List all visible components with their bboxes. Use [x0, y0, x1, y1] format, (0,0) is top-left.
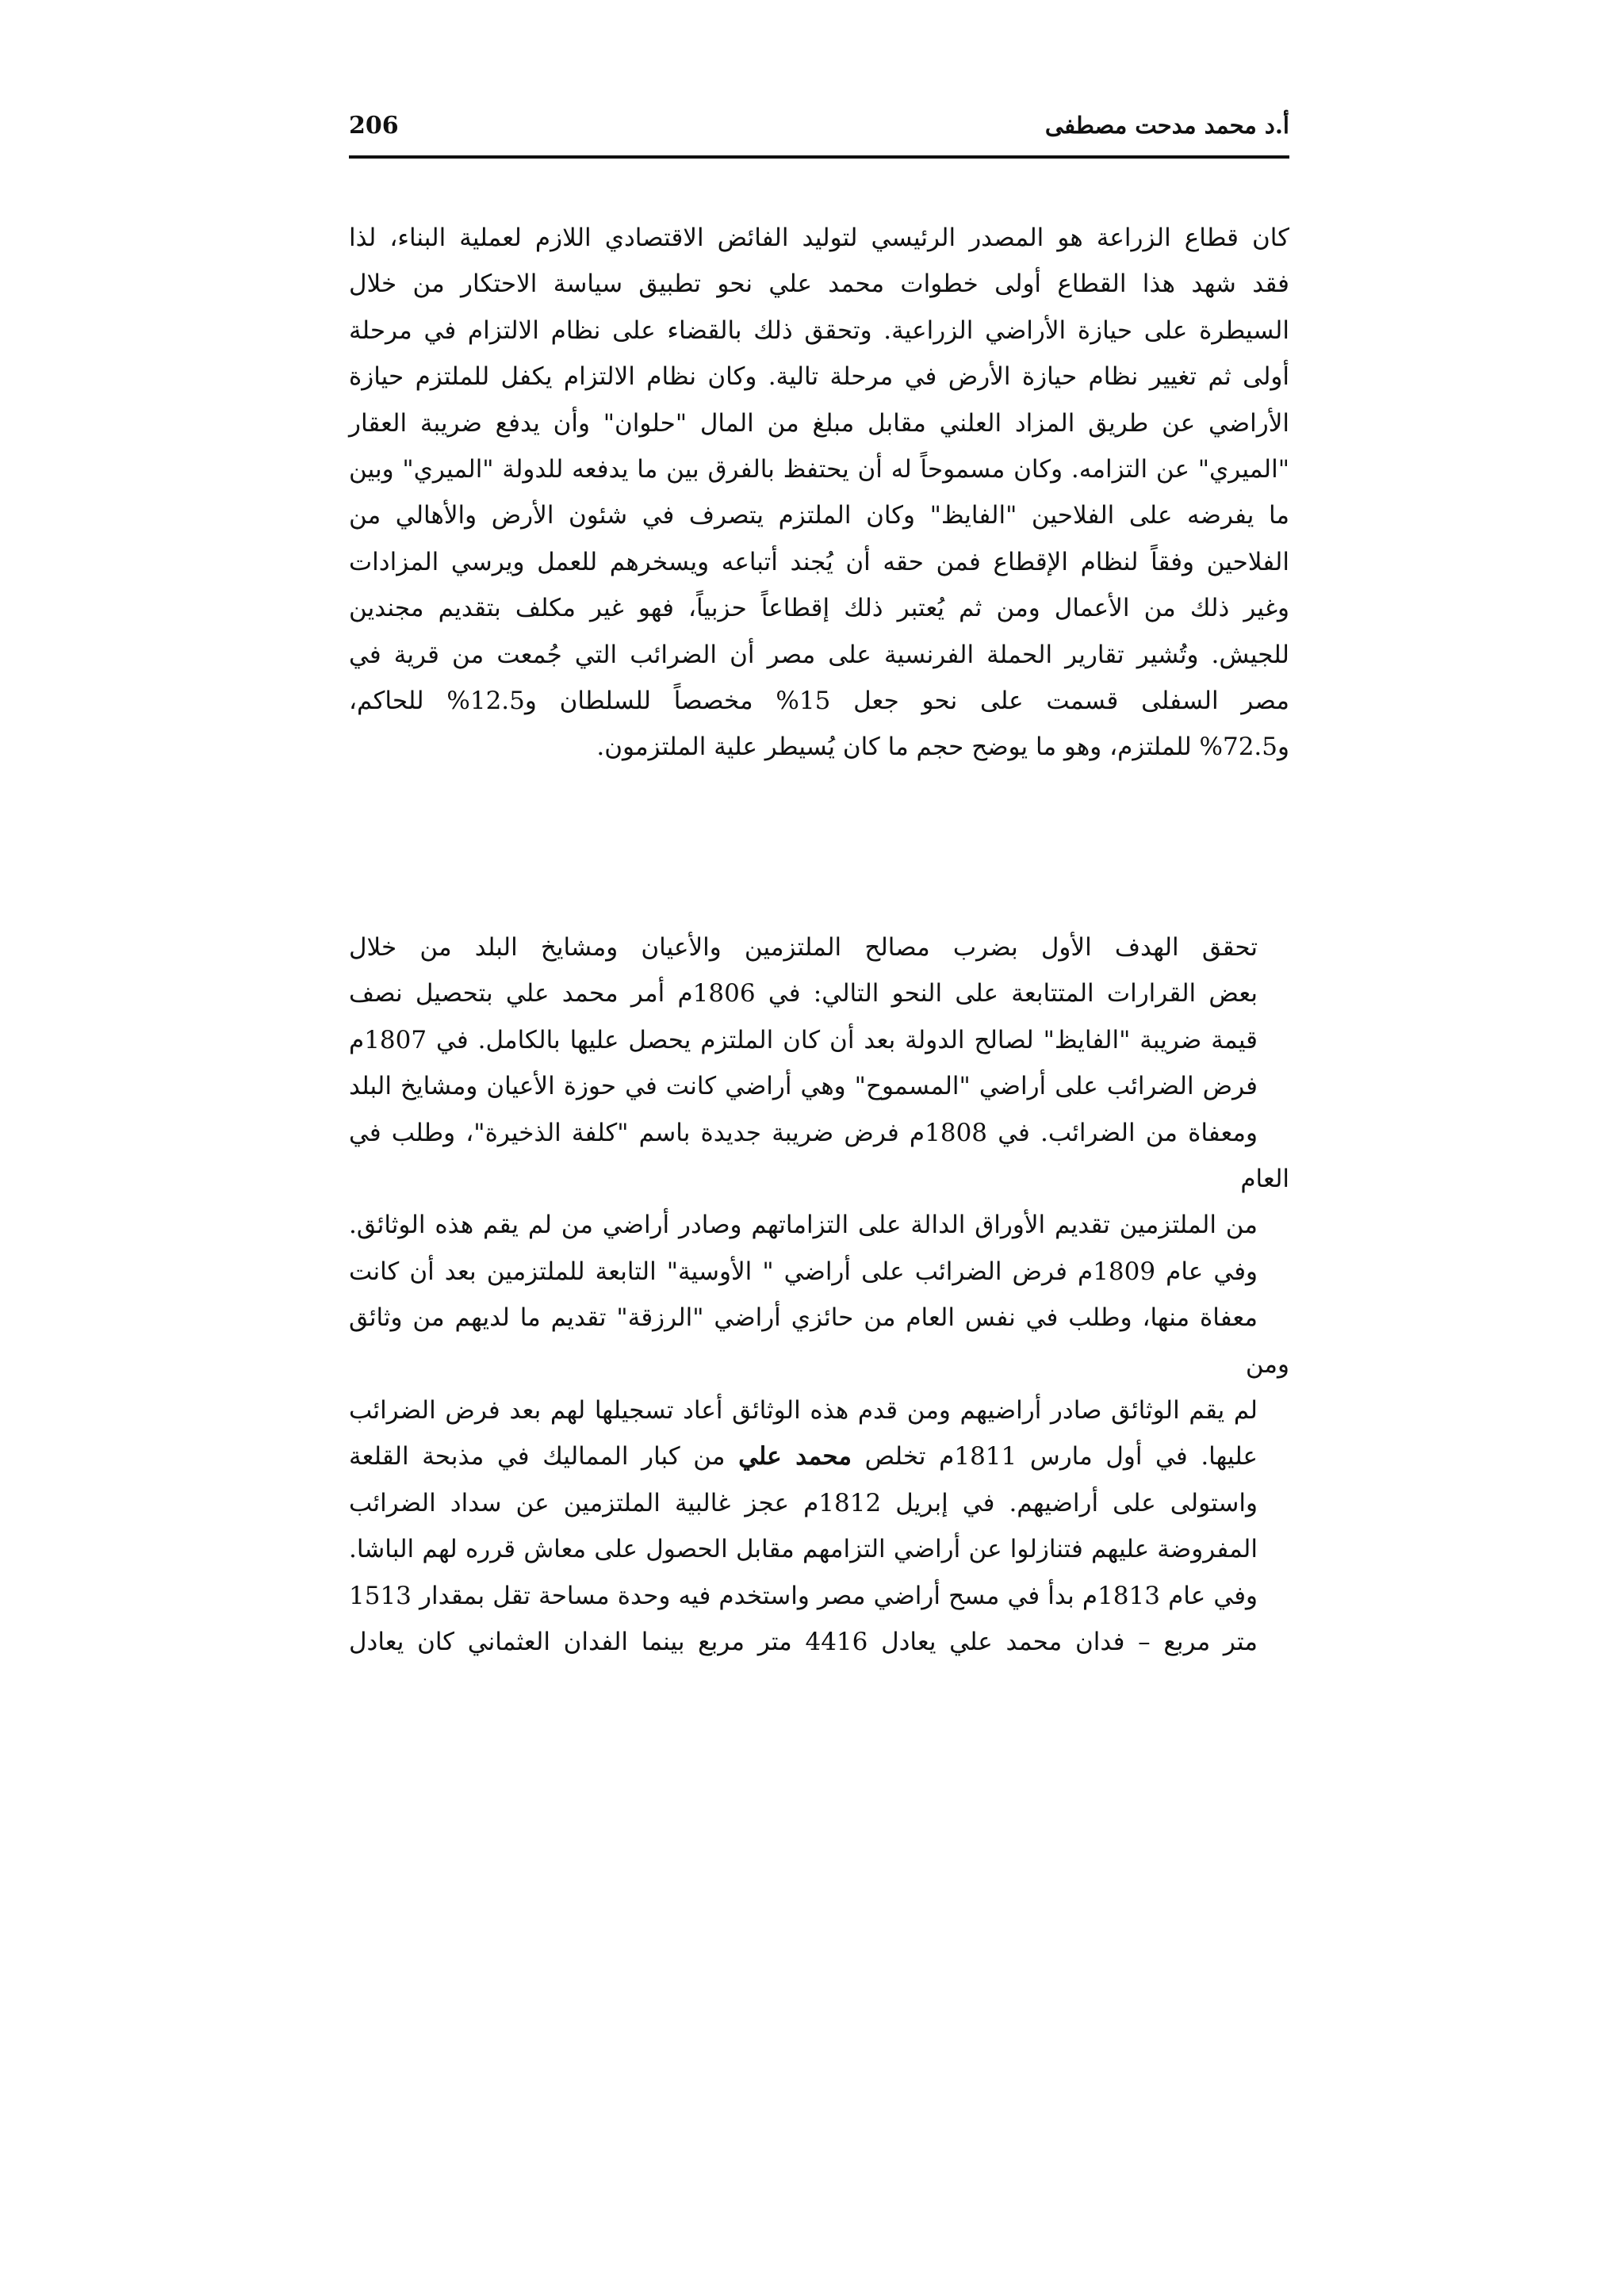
text-line: تحقق الهدف الأول بضرب مصالح الملتزمين والأعيان ومشايخ البلد من خلال — [349, 933, 1258, 962]
text-line: ومعفاة من الضرائب. في 1808م فرض ضريبة جديدة باسم "كلفة الذخيرة"، وطلب في العام — [349, 1118, 1289, 1194]
text-segment: من كبار المماليك في مذبحة القلعة — [349, 1442, 739, 1471]
running-header — [349, 101, 1289, 149]
text-line: السيطرة على حيازة الأراضي الزراعية. وتحقق ذلك بالقضاء على نظام الالتزام في مرحلة — [349, 316, 1289, 345]
text-line: كان قطاع الزراعة هو المصدر الرئيسي لتوليد الفائض الاقتصادي اللازم لعملية البناء، لذا — [349, 224, 1289, 252]
text-line: وغير ذلك من الأعمال ومن ثم يُعتبر ذلك إقطاعاً حزبياً، فهو غير مكلف بتقديم مجندين — [349, 594, 1289, 623]
text-line: الفلاحين وفقاً لنظام الإقطاع فمن حقه أن يُجند أتباعه ويسخرهم للعمل ويرسي المزادات — [349, 547, 1289, 576]
text-line — [349, 1433, 1289, 1479]
text-line: و72.5% للملتزم، وهو ما يوضح حجم ما كان يُسيطر علية الملتزمون. — [596, 733, 1289, 762]
text-line: قيمة ضريبة "الفايظ" لصالح الدولة بعد أن كان الملتزم يحصل عليها بالكامل. في 1807م — [349, 1025, 1258, 1054]
text-line: للجيش. وتُشير تقارير الحملة الفرنسية على مصر أن الضرائب التي جُمعت من قرية في — [349, 640, 1289, 669]
text-line: لم يقم الوثائق صادر أراضيهم ومن قدم هذه الوثائق أعاد تسجيلها لهم بعد فرض الضرائب — [349, 1396, 1258, 1425]
text-line: ما يفرضه على الفلاحين "الفايظ" وكان الملتزم يتصرف في شئون الأرض والأهالي من — [349, 501, 1289, 530]
paragraph-1-text — [349, 215, 1289, 771]
text-line: الأراضي عن طريق المزاد العلني مقابل مبلغ من المال "حلوان" وأن يدفع ضريبة العقار — [349, 408, 1289, 438]
paragraph-2-text — [349, 924, 1289, 1666]
text-line: مصر السفلى قسمت على نحو جعل 15% مخصصاً للسلطان و12.5% للحاكم، — [349, 687, 1289, 716]
page-number: 206 — [349, 111, 399, 140]
text-segment: عليها. في أول مارس 1811م تخلص — [852, 1442, 1258, 1471]
text-line: بعض القرارات المتتابعة على النحو التالي: في 1806م أمر محمد علي بتحصيل نصف — [349, 979, 1258, 1008]
text-line: فرض الضرائب على أراضي "المسموح" وهي أراضي كانت في حوزة الأعيان ومشايخ البلد — [349, 1072, 1258, 1101]
text-line: "الميري" عن التزامه. وكان مسموحاً له أن يحتفظ بالفرق بين ما يدفعه للدولة "الميري" وبين — [349, 455, 1289, 484]
text-line: المفروضة عليهم فتنازلوا عن أراضي التزامهم مقابل الحصول على معاش قرره لهم الباشا. — [349, 1535, 1258, 1564]
header-author: أ.د محمد مدحت مصطفى — [1044, 112, 1289, 139]
text-line: متر مربع – فدان محمد علي يعادل 4416 متر مربع بينما الفدان العثماني كان يعادل — [349, 1628, 1258, 1657]
header-divider — [349, 155, 1289, 159]
bold-name: محمد علي — [738, 1442, 852, 1471]
text-line: فقد شهد هذا القطاع أولى خطوات محمد علي نحو تطبيق سياسة الاحتكار من خلال — [349, 270, 1289, 299]
text-line: واستولى على أراضيهم. في إبريل 1812م عجز غالبية الملتزمين عن سداد الضرائب — [349, 1488, 1258, 1517]
text-line: وفي عام 1813م بدأ في مسح أراضي مصر واستخدم فيه وحدة مساحة تقل بمقدار 1513 — [349, 1581, 1258, 1610]
text-line: أولى ثم تغيير نظام حيازة الأرض في مرحلة تالية. وكان نظام الالتزام يكفل للملتزم حيازة — [349, 362, 1289, 392]
text-line: وفي عام 1809م فرض الضرائب على أراضي " الأوسية" التابعة للملتزمين بعد أن كانت — [349, 1257, 1258, 1286]
text-line: معفاة منها، وطلب في نفس العام من حائزي أراضي "الرزقة" تقديم ما لديهم من وثائق ومن — [349, 1303, 1289, 1379]
text-line: من الملتزمين تقديم الأوراق الدالة على التزاماتهم وصادر أراضي من لم يقم هذه الوثائق. — [349, 1211, 1258, 1240]
paragraph-1 — [349, 215, 1289, 771]
paragraph-2 — [349, 924, 1289, 1666]
